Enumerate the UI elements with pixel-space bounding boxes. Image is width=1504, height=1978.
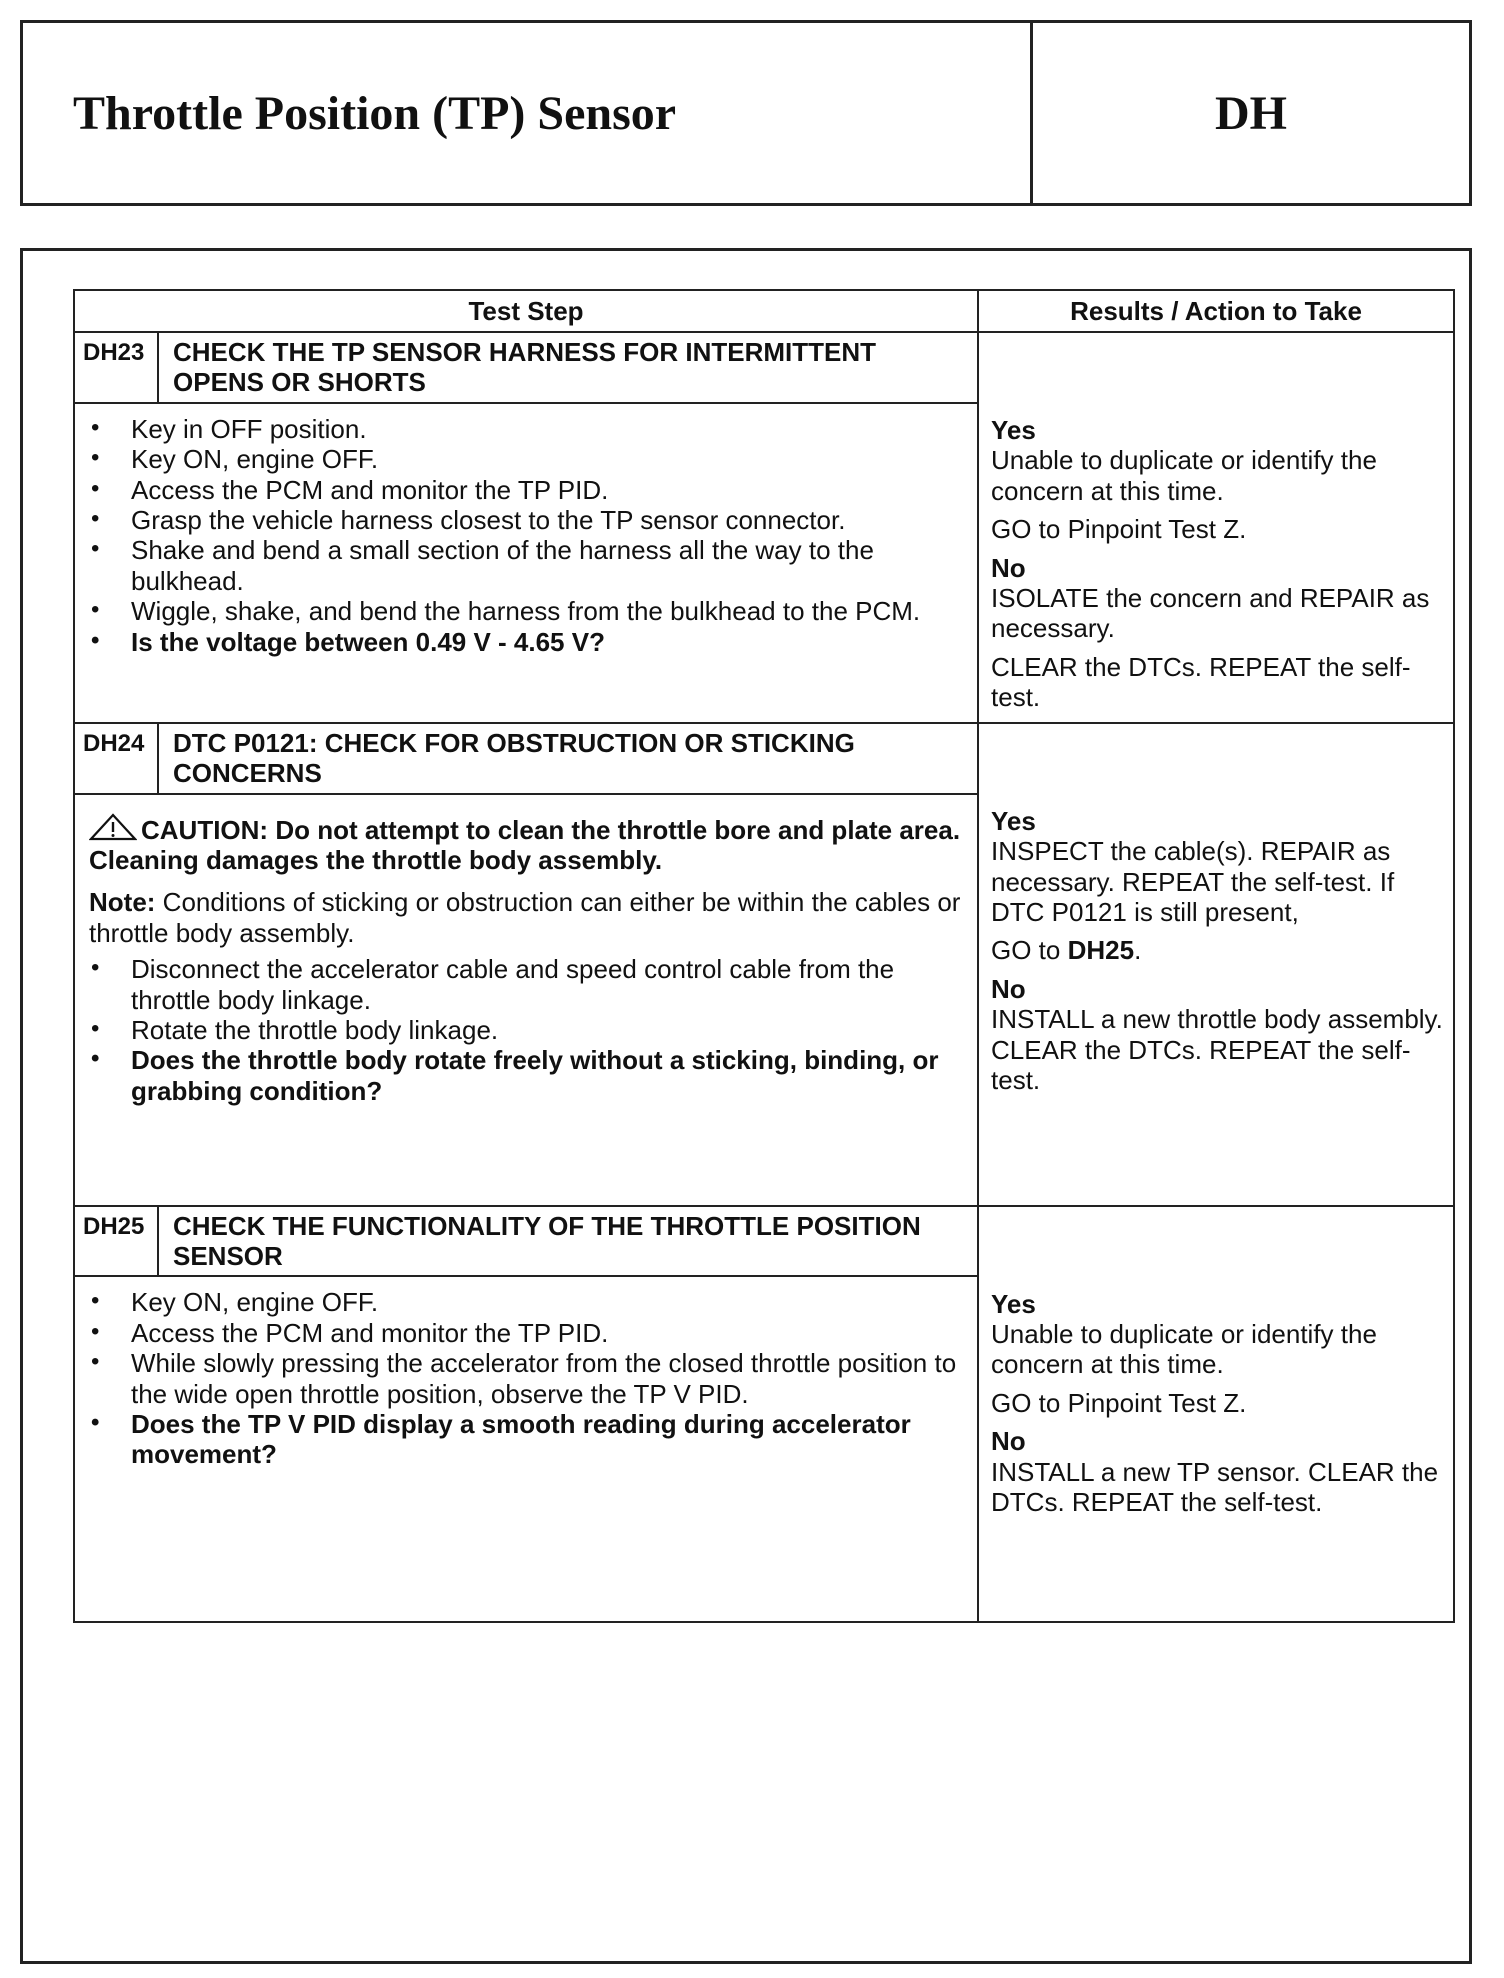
step-id: DH23 bbox=[74, 332, 158, 403]
list-item: • Key ON, engine OFF. bbox=[89, 444, 963, 474]
note-label: Note: bbox=[89, 887, 156, 918]
no-text: ISOLATE the concern and REPAIR as necessary. bbox=[991, 583, 1430, 644]
yes-label: Yes bbox=[991, 805, 1036, 836]
step-dh23-title-row bbox=[74, 332, 1454, 403]
no-label: No bbox=[991, 1426, 1026, 1457]
caution-text: CAUTION: Do not attempt to clean the throttle bore and plate area. Cleaning damages the throttle body assembly. bbox=[89, 814, 961, 876]
yes-label: Yes bbox=[991, 1288, 1036, 1319]
step-dh25-title-row bbox=[74, 1206, 1454, 1277]
no-text: INSTALL a new TP sensor. CLEAR the DTCs. REPEAT the self-test. bbox=[991, 1456, 1439, 1518]
note-block bbox=[89, 887, 963, 948]
yes-action: GO to DH25. bbox=[991, 935, 1142, 966]
list-item: • Key in OFF position. bbox=[89, 414, 963, 444]
yes-action: GO to Pinpoint Test Z. bbox=[991, 1387, 1247, 1418]
list-item: • Key ON, engine OFF. bbox=[89, 1287, 963, 1317]
go-to-text: GO to bbox=[991, 935, 1068, 966]
yes-action: GO to Pinpoint Test Z. bbox=[991, 514, 1247, 545]
list-item: • Access the PCM and monitor the TP PID. bbox=[89, 1318, 963, 1348]
test-step-table bbox=[73, 289, 1455, 1623]
caution-block bbox=[89, 805, 963, 876]
column-header-test-step: Test Step bbox=[74, 290, 978, 332]
step-question: • Is the voltage between 0.49 V - 4.65 V? bbox=[89, 627, 963, 657]
step-list bbox=[89, 954, 963, 1106]
yes-text: Unable to duplicate or identify the concern at this time. bbox=[991, 445, 1377, 506]
step-dh23-body bbox=[74, 403, 978, 723]
content-frame bbox=[20, 248, 1472, 1964]
step-dh23-results bbox=[978, 332, 1454, 723]
list-item: • Disconnect the accelerator cable and speed control cable from the throttle body linkage. bbox=[89, 954, 963, 1015]
step-title: CHECK THE TP SENSOR HARNESS FOR INTERMITTENT OPENS OR SHORTS bbox=[158, 332, 978, 403]
step-question: • Does the throttle body rotate freely without a sticking, binding, or grabbing condition? bbox=[89, 1045, 963, 1106]
list-item: • Grasp the vehicle harness closest to the TP sensor connector. bbox=[89, 505, 963, 535]
yes-text: Unable to duplicate or identify the concern at this time. bbox=[991, 1319, 1377, 1380]
yes-label: Yes bbox=[991, 415, 1036, 445]
step-dh24-title-row bbox=[74, 723, 1454, 794]
step-title: DTC P0121: CHECK FOR OBSTRUCTION OR STICKING CONCERNS bbox=[158, 723, 978, 794]
list-item: • Wiggle, shake, and bend the harness from the bulkhead to the PCM. bbox=[89, 596, 963, 626]
list-item: • While slowly pressing the accelerator from the closed throttle position to the wide open throttle position, observe the TP V PID. bbox=[89, 1348, 963, 1409]
step-question: • Does the TP V PID display a smooth reading during accelerator movement? bbox=[89, 1409, 963, 1470]
no-label: No bbox=[991, 552, 1026, 583]
step-list bbox=[89, 1287, 963, 1469]
step-dh24-results bbox=[978, 723, 1454, 1206]
list-item: • Access the PCM and monitor the TP PID. bbox=[89, 475, 963, 505]
yes-text: INSPECT the cable(s). REPAIR as necessary. REPEAT the self-test. If DTC P0121 is still present, bbox=[991, 836, 1395, 928]
step-list bbox=[89, 414, 963, 657]
note-text: Conditions of sticking or obstruction can either be within the cables or throttle body assembly. bbox=[89, 887, 961, 948]
section-code: DH bbox=[1215, 86, 1287, 140]
step-id: DH24 bbox=[74, 723, 158, 794]
step-dh24-body bbox=[74, 794, 978, 1206]
no-label: No bbox=[991, 973, 1026, 1004]
no-action: CLEAR the DTCs. REPEAT the self-test. bbox=[991, 651, 1411, 713]
step-title: CHECK THE FUNCTIONALITY OF THE THROTTLE POSITION SENSOR bbox=[158, 1206, 978, 1277]
step-id: DH25 bbox=[74, 1206, 158, 1277]
page-title: Throttle Position (TP) Sensor bbox=[23, 23, 1033, 203]
go-to-link[interactable]: DH25 bbox=[1067, 935, 1135, 966]
list-item: • Shake and bend a small section of the harness all the way to the bulkhead. bbox=[89, 535, 963, 596]
list-item: • Rotate the throttle body linkage. bbox=[89, 1015, 963, 1045]
table-header-row bbox=[74, 290, 1454, 332]
warning-triangle-icon bbox=[89, 813, 137, 841]
step-dh25-body bbox=[74, 1276, 978, 1622]
step-dh25-results bbox=[978, 1206, 1454, 1623]
no-text: INSTALL a new throttle body assembly. CLEAR the DTCs. REPEAT the self-test. bbox=[991, 1004, 1443, 1096]
column-header-results: Results / Action to Take bbox=[978, 290, 1454, 332]
page-header bbox=[20, 20, 1472, 206]
